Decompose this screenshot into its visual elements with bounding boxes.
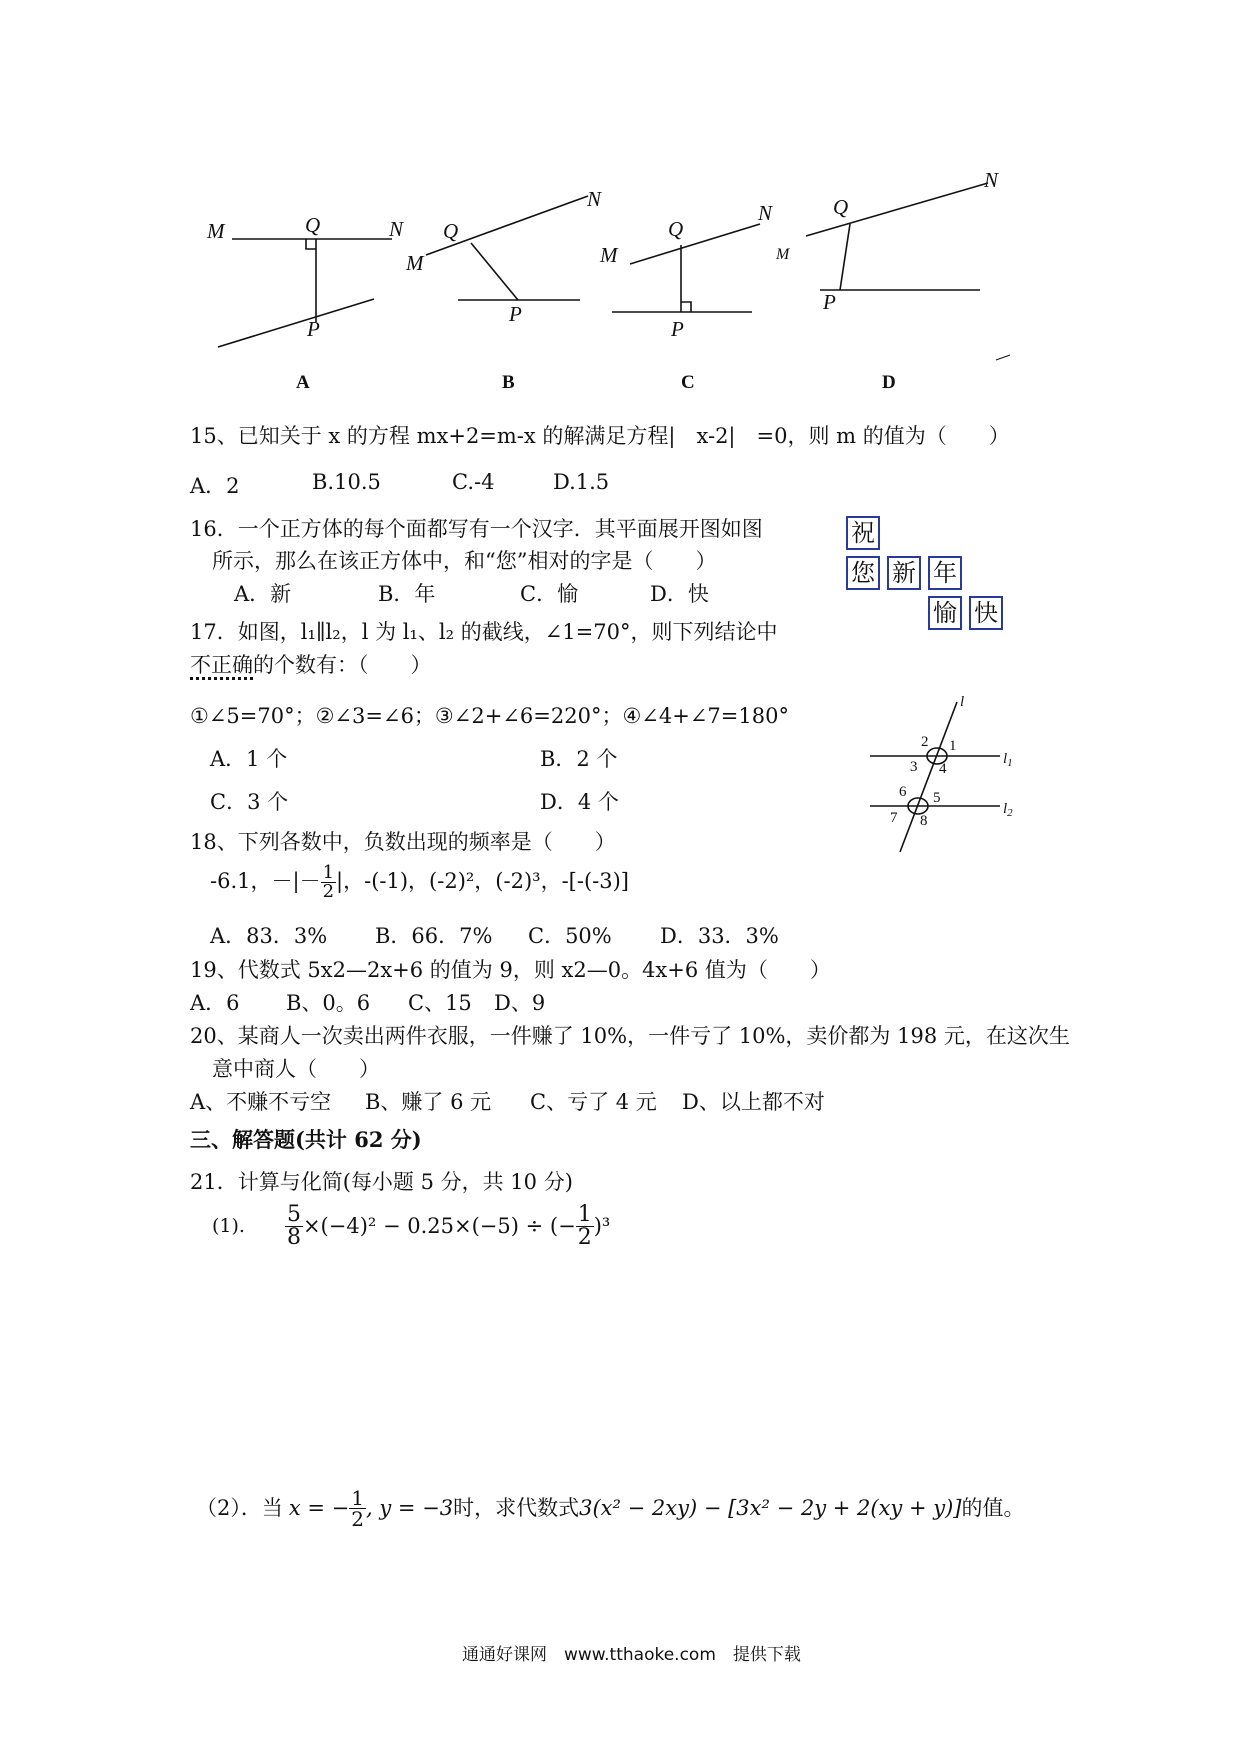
q17-figure (860, 690, 1030, 860)
q17-option-a: A．1 个 (210, 747, 288, 771)
figD-speck (996, 355, 1010, 360)
q18-numbers (210, 864, 629, 901)
q17-emphasis: 不正确 (190, 653, 253, 680)
q21-part1 (212, 1204, 610, 1249)
q21-p1-end: )³ (593, 1214, 611, 1238)
angle-2: 2 (921, 734, 929, 750)
frac-num: 5 (286, 1202, 301, 1227)
q21-p2-x: x = − (288, 1496, 350, 1520)
net-cell-zhu: 祝 (846, 516, 880, 550)
q19-stem: 19、代数式 5x2—2x+6 的值为 9，则 x2—0。4x+6 值为（ ） (190, 958, 831, 982)
figB-label-p: P (509, 302, 522, 326)
q20-option-a: A、不赚不亏空 (190, 1090, 332, 1114)
q16-line1: 16．一个正方体的每个面都写有一个汉字．其平面展开图如图 (190, 517, 763, 541)
q17-option-c: C．3 个 (210, 790, 289, 814)
q21-p2-label: （2）．当 (196, 1496, 283, 1520)
q16-option-b: B．年 (378, 582, 436, 606)
angle-7: 7 (890, 810, 898, 826)
figC-label-p: P (671, 317, 684, 341)
q18-fraction (321, 864, 336, 901)
frac-num: 1 (577, 1202, 592, 1227)
q21-p2-y: , y = −3 (366, 1496, 454, 1520)
figA-label-n: N (389, 217, 404, 241)
net-cell-kuai: 快 (969, 596, 1003, 630)
q20-line2: 意中商人（ ） (212, 1057, 380, 1081)
q21-p1-mid: ×(−4)² − 0.25×(−5) ÷ (− (302, 1214, 576, 1238)
q21-part2 (196, 1488, 1024, 1529)
figB-label-n: N (587, 187, 602, 211)
q21-p1-label: (1). (212, 1215, 245, 1237)
label-l1: $l_1$ (1003, 751, 1013, 769)
label-l: l (960, 694, 965, 710)
q20-option-d: D、以上都不对 (682, 1090, 825, 1114)
figB-caption: B (502, 372, 515, 393)
figB-segment-qp (471, 243, 518, 300)
q17-line1: 17．如图，l₁∥l₂，l 为 l₁、l₂ 的截线，∠1=70°，则下列结论中 (190, 620, 778, 644)
label-l2: $l_2$ (1003, 801, 1013, 819)
q19-option-b: B、0。6 (286, 991, 371, 1015)
q17-option-b: B．2 个 (540, 747, 618, 771)
figA-caption: A (296, 372, 310, 393)
frac-num: 1 (351, 1486, 364, 1510)
figA-line-bottom (218, 299, 374, 347)
q21-p2-frac (349, 1488, 366, 1529)
frac-den: 2 (351, 1507, 364, 1531)
q21-p1-frac2 (576, 1204, 594, 1249)
figC-label-n: N (758, 201, 773, 225)
figC-caption: C (681, 372, 695, 393)
q18-option-a: A．83．3% (210, 924, 328, 948)
frac-num: 1 (322, 862, 335, 883)
q15-option-a: A．2 (190, 474, 240, 498)
figD-label-n: N (984, 168, 999, 192)
frac-den: 8 (286, 1225, 301, 1250)
q19-option-a: A．6 (190, 991, 240, 1015)
q18-numbers-prefix: -6.1，－|－ (210, 869, 321, 893)
q19-option-d: D、9 (494, 991, 546, 1015)
figB-label-m: M (406, 251, 424, 275)
figD-caption: D (882, 372, 896, 393)
frac-den: 2 (577, 1225, 592, 1250)
q16-option-c: C．愉 (520, 582, 579, 606)
q20-line1: 20、某商人一次卖出两件衣服，一件赚了 10%，一件亏了 10%，卖价都为 198 元，在这次生 (190, 1024, 1070, 1048)
section3-title: 三、解答题(共计 62 分) (190, 1127, 422, 1152)
q21-p2-text: 时，求代数式 (453, 1496, 580, 1520)
figD-segment-qp (840, 224, 850, 290)
line-l (900, 702, 957, 852)
figD-label-p: P (823, 290, 836, 314)
q16-option-d: D．快 (650, 582, 709, 606)
q21-p1-frac1 (285, 1204, 303, 1249)
figC-label-q: Q (668, 217, 684, 241)
angle-5: 5 (933, 790, 941, 806)
q20-option-b: B、赚了 6 元 (365, 1090, 492, 1114)
figD-label-q: Q (833, 195, 849, 219)
q17-line2-rest: 的个数有：（ ） (253, 653, 432, 677)
frac-den: 2 (322, 881, 335, 902)
net-cell-xin: 新 (887, 556, 921, 590)
q18-option-d: D．33．3% (660, 924, 779, 948)
q15-option-b: B.10.5 (312, 470, 381, 494)
figD-label-m: M (776, 246, 790, 263)
figC-line-mn (630, 224, 760, 264)
q14-figures (0, 0, 1240, 420)
figC-label-m: M (600, 243, 618, 267)
angle-8: 8 (920, 813, 928, 829)
figA-label-q: Q (305, 213, 321, 237)
angle-3: 3 (910, 759, 918, 775)
q18-option-c: C．50% (528, 924, 612, 948)
q15-option-d: D.1.5 (553, 470, 610, 494)
figC-right-angle (681, 302, 691, 312)
q21-p2-expr: 3(x² − 2xy) − [3x² − 2y + 2(xy + y)] (579, 1496, 962, 1520)
figB-label-q: Q (443, 219, 459, 243)
angle-6: 6 (899, 784, 907, 800)
q18-stem: 18、下列各数中，负数出现的频率是（ ） (190, 830, 616, 854)
angle-1: 1 (949, 738, 957, 754)
q18-numbers-suffix: |，-(-1)，(-2)²，(-2)³，-[-(-3)] (336, 869, 629, 893)
q17-option-d: D．4 个 (540, 790, 619, 814)
figA-label-m: M (207, 219, 225, 243)
q15-option-c: C.-4 (452, 470, 495, 494)
q16-option-a: A．新 (234, 582, 292, 606)
angle-4: 4 (939, 761, 947, 777)
net-cell-nin: 您 (846, 556, 880, 590)
net-cell-nian: 年 (928, 556, 962, 590)
net-cell-yu: 愉 (928, 596, 962, 630)
figA-label-p: P (307, 317, 320, 341)
q16-line2: 所示，那么在该正方体中，和“您”相对的字是（ ） (212, 549, 717, 573)
page-footer: 通通好课网 www.tthaoke.com 提供下载 (462, 1645, 801, 1665)
q19-option-c: C、15 (408, 991, 472, 1015)
q21-p2-end: 的值。 (961, 1496, 1025, 1520)
q15-stem: 15、已知关于 x 的方程 mx+2=m-x 的解满足方程| x-2| =0，则 m 的值为（ ） (190, 424, 1010, 448)
q17-line2 (190, 649, 432, 679)
figA-right-angle (306, 239, 316, 249)
q21-title: 21．计算与化简(每小题 5 分，共 10 分) (190, 1170, 573, 1194)
q20-option-c: C、亏了 4 元 (530, 1090, 657, 1114)
q17-conclusions: ①∠5=70°；②∠3=∠6；③∠2+∠6=220°；④∠4+∠7=180° (190, 704, 789, 728)
q18-option-b: B．66．7% (375, 924, 493, 948)
